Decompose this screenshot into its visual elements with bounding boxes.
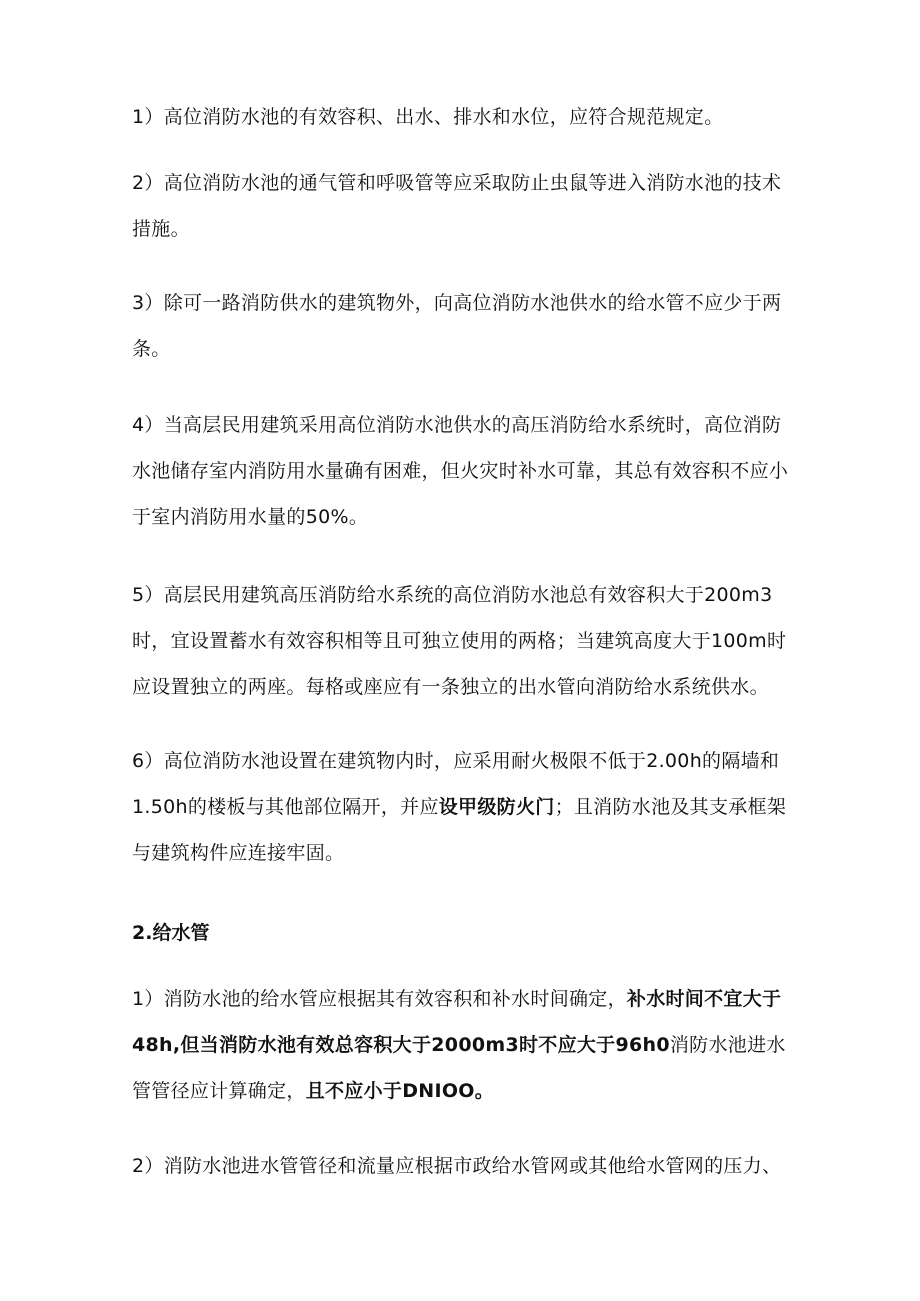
section-heading: 2.给水管: [132, 922, 210, 944]
paragraph-5-text: 5）高层民用建筑高压消防给水系统的高位消防水池总有效容积大于200m3时，宜设置蓄水有效容积相等且可独立使用的两格；当建筑高度大于100m时应设置独立的两座。每格或座应有一条独立的出水管向消防给水系统供水。: [132, 584, 787, 698]
paragraph-2: [132, 160, 797, 252]
paragraph-4: [132, 402, 797, 540]
paragraph-6-text-end: ；且消防水池及其支承框架与建筑构件应连接牢固。: [132, 796, 787, 864]
paragraph-5: [132, 572, 797, 710]
paragraph-1-text: 1）高位消防水池的有效容积、出水、排水和水位，应符合规范规定。: [132, 106, 724, 128]
paragraph-1: [132, 94, 797, 140]
paragraph-8-text: 2）消防水池进水管管径和流量应根据市政给水管网或其他给水管网的压力、: [132, 1155, 782, 1177]
paragraph-6-emphasis: 设甲级防火门: [438, 796, 555, 818]
paragraph-7-text: 1）消防水池的给水管应根据其有效容积和补水时间确定，: [132, 988, 627, 1010]
paragraph-7-emphasis: 补水时间不宜大于48h,但当消防水池有效总容积大于2000m3时不应大于96h0: [132, 988, 782, 1056]
paragraph-4-text: 4）当高层民用建筑采用高位消防水池供水的高压消防给水系统时，高位消防水池储存室内消防用水量确有困难，但火灾时补水可靠，其总有效容积不应小于室内消防用水量的50%。: [132, 414, 789, 528]
paragraph-7-text-mid: 消防水池进水管管径应计算确定，: [132, 1034, 786, 1102]
paragraph-6-text: 6）高位消防水池设置在建筑物内时，应采用耐火极限不低于2.00h的隔墙和1.50h的楼板与其他部位隔开，并应: [132, 750, 780, 818]
paragraph-3: [132, 280, 797, 372]
paragraph-7: [132, 976, 797, 1114]
paragraph-6: [132, 738, 797, 876]
paragraph-8: [132, 1143, 797, 1189]
paragraph-7-emphasis-end: 且不应小于DNIOO。: [305, 1080, 495, 1102]
paragraph-3-text: 3）除可一路消防供水的建筑物外，向高位消防水池供水的给水管不应少于两条。: [132, 292, 782, 360]
paragraph-2-text: 2）高位消防水池的通气管和呼吸管等应采取防止虫鼠等进入消防水池的技术措施。: [132, 172, 782, 240]
